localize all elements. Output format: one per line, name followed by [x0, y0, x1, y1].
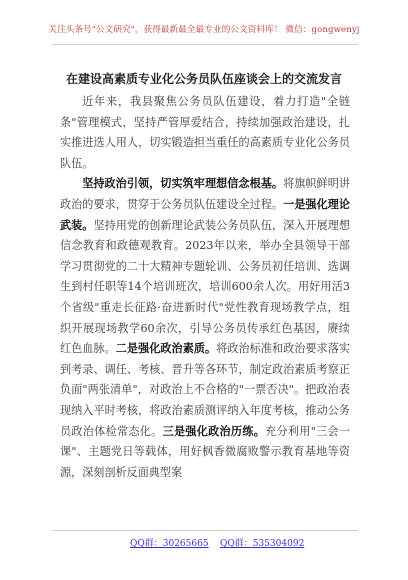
document-title: 在建设高素质专业化公务员队伍座谈会上的交流发言 [65, 72, 342, 86]
point-two-heading: 二是强化政治素质。 [115, 342, 217, 356]
intro-paragraph [60, 92, 350, 174]
point-three-text: 充分利用"三会一课"、主题党日等载体，用好枫香微腐败警示教育基地等资源，深刻剖析反面典型案 [60, 424, 350, 479]
point-two-text: 将政治标准和政治要求落实到考录、调任、考核、晋升等各环节，制定政治素质考察正负面"两张清单"，对政治上不合格的"一票否决"。把政治表现纳入平时考核，将政治素质测评纳入年度考核，推动公务员政治体检常态化。 [60, 342, 350, 438]
header-banner: 关注头条号"公文研究"，获得最新最全最专业的公文资料库！ 微信：gongwenyj [48, 25, 360, 35]
qq-group-link-1[interactable]: QQ群：30265665 [130, 539, 209, 549]
section-heading: 坚持政治引领，切实筑牢理想信念根基。 [82, 177, 284, 191]
point-one-text: 坚持用党的创新理论武装公务员队伍，深入开展理想信念教育和政德观教育。2023年以来，举办全县领导干部学习贯彻党的二十大精神专题轮训、公务员初任培训、选调生到村任职等14个培训班次，培训600余人次。用好用活3个省级"重走长征路·奋进新时代"党性教育现场教学点，组织开展现场教学60余次，引导公务员传承红色基因，赓续红色血脉。 [60, 218, 350, 356]
point-one-heading: 一是强化理论武装。 [60, 197, 350, 232]
intro-text: 近年来，我县聚焦公务员队伍建设，着力打造"全链条"管理模式，坚持严管厚爱结合，持续加强政治建设，扎实推进选人用人，切实锻造担当重任的高素质专业化公务员队伍。 [60, 95, 350, 170]
section-paragraph [60, 174, 350, 483]
qq-group-link-2[interactable]: QQ群：535304092 [220, 539, 305, 549]
footer-divider [52, 530, 358, 531]
document-body [60, 92, 350, 483]
section-lead-text: 将旗帜鲜明讲政治的要求，贯穿于公务员队伍建设全过程。 [60, 177, 350, 211]
header-divider [52, 44, 358, 45]
point-three-heading: 三是强化政治历练。 [162, 424, 266, 438]
